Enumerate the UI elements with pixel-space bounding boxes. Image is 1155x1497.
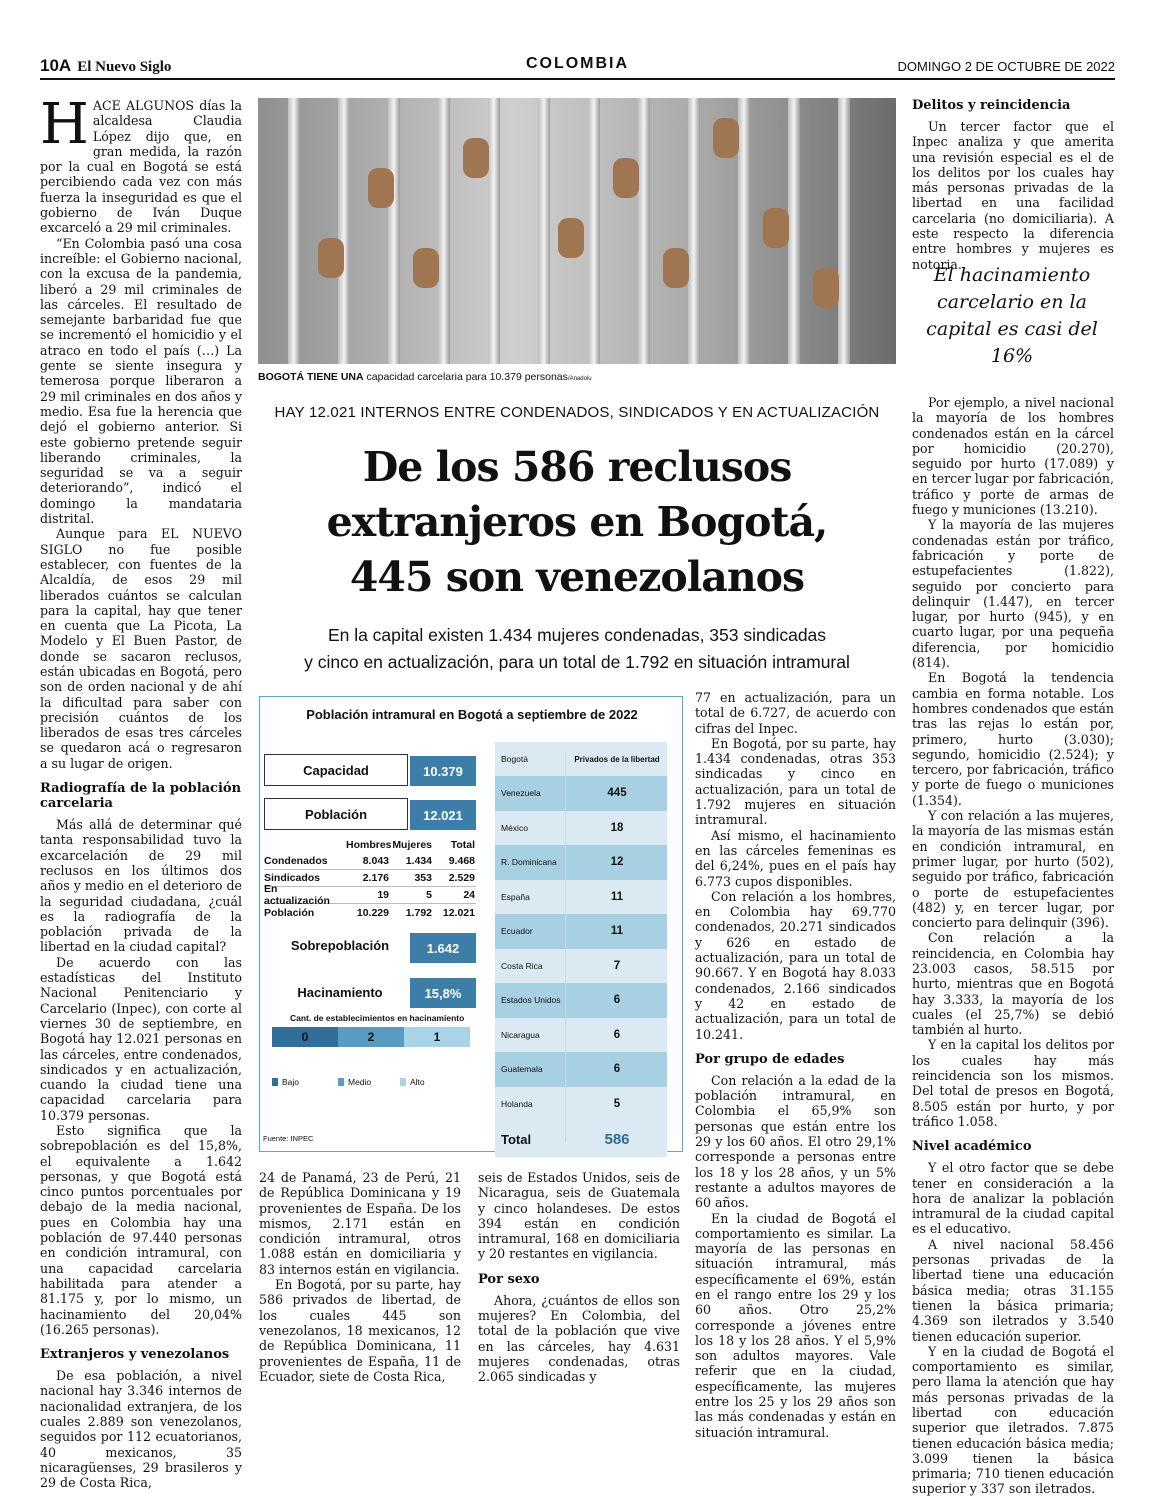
lead-paragraph	[40, 92, 242, 236]
paragraph: Con relación a la reincidencia, en Colombia hay 23.003 casos, 58.515 por hurto, mientras que en Bogotá hay 3.333, la mayoría de los cuales (el 25,7%) se debió también al hurto.	[912, 930, 1114, 1038]
poblacion-value: 12.021	[410, 800, 476, 830]
paragraph: Así mismo, el hacinamiento en las cárceles femeninas es del 6,24%, pues en el país hay 6.773 cupos disponibles.	[695, 827, 896, 889]
paragraph: En Bogotá, por su parte, hay 1.434 condenadas, otras 353 sindicadas y cinco en actualización, para un total de 1.792 mujeres en situación intramural.	[695, 735, 896, 828]
issue-date: DOMINGO 2 DE OCTUBRE DE 2022	[897, 59, 1115, 74]
segment-alto: 1	[404, 1027, 470, 1047]
headline	[258, 440, 896, 605]
col-total: Total	[450, 838, 475, 851]
paragraph: Y en la capital los delitos por los cuales hay más reincidencia son los mismos. Del total de presos en Bogotá, 8.505 están por hurto, y por tráfico 1.058.	[912, 1037, 1114, 1129]
paragraph: Y en la ciudad de Bogotá el comportamiento es similar, pero llama la atención que hay más personas privadas de la libertad con educación superior que iletrados. 7.875 tienen educación básica media; 3.099 tienen la básica primaria; 710 tienen educación superior y 337 son iletrados.	[912, 1343, 1114, 1497]
photo-credit: /Anadolu	[567, 376, 592, 382]
article-column-2	[259, 1170, 461, 1384]
paragraph: 77 en actualización, para un total de 6.727, de acuerdo con cifras del Inpec.	[695, 690, 896, 736]
subhead: Radiografía de la población carcelaria	[40, 781, 242, 812]
segment-medio: 2	[338, 1027, 404, 1047]
infographic-source: Fuente: INPEC	[263, 1134, 314, 1143]
sobrepoblacion-value: 1.642	[410, 933, 476, 963]
col-mujeres: Mujeres	[392, 838, 432, 851]
foreign-inmates-table	[495, 742, 667, 1147]
subhead: Nivel académico	[912, 1139, 1032, 1155]
paragraph: Y el otro factor que se debe tener en consideración a la hora de analizar la población intramural de la ciudad capital es el educativo.	[912, 1160, 1114, 1237]
prison-bars-photo	[258, 98, 896, 364]
table-row: México 18	[501, 821, 624, 834]
article-column-5-continued	[912, 395, 1114, 1497]
newspaper-name: El Nuevo Siglo	[77, 59, 172, 75]
article-column-1	[40, 92, 242, 1491]
article-column-4	[695, 690, 896, 1440]
infographic	[259, 696, 683, 1152]
paragraph: Por ejemplo, a nivel nacional la mayoría de los hombres condenados están en la cárcel por homicidio (20.270), seguido por hurto (17.089) y en tercer lugar por fabricación, tráfico y porte de armas de fuego y municiones (13.210).	[912, 395, 1114, 518]
paragraph: Aunque para EL NUEVO SIGLO no fue posible establecer, con fuentes de la Alcaldía, de esos 29 mil liberados cuántos se calculan para la capital, hay que tener en cuenta que La Picota, La Modelo y El Buen Pastor, de donde se sacaron reclusos, están ubicadas en Bogotá, pero son de orden nacional y de ahí la dificultad para saber con precisión cuántos de los liberados de esas tres cárceles se quedaron acá o regresaron a su lugar de origen.	[40, 526, 242, 771]
paragraph: seis de Estados Unidos, seis de Nicaragua, seis de Guatemala y cinco holandeses. De estos 394 están en condición intramural, 168 en domiciliaria y 20 restantes en vigilancia.	[478, 1170, 680, 1262]
paragraph: Un tercer factor que el Inpec analiza y que amerita una revisión especial es el de los delitos por los cuales hay más personas privadas de la libertad en una facilidad carcelaria (no domiciliaria). A este respecto la diferencia entre hombres y mujeres es notoria.	[912, 119, 1114, 272]
subhead: Delitos y reincidencia	[912, 98, 1071, 113]
paragraph: En Bogotá la tendencia cambia en forma notable. Los hombres condenados que están tras las rejas lo están por, primero, hurto (3.030); segundo, homicidio (2.524); y tercero, por fabricación, tráfico y porte de fuego o municiones (1.354).	[912, 670, 1114, 808]
deck-line: En la capital existen 1.434 mujeres condenadas, 353 sindicadas	[327, 625, 827, 645]
col-hombres: Hombres	[346, 838, 392, 851]
table-row: Venezuela 445	[495, 776, 667, 811]
table-row: Ecuador 11	[495, 914, 667, 949]
paragraph: De acuerdo con las estadísticas del Instituto Nacional Penitenciario y Carcelario (Inpec), con corte al viernes 30 de septiembre, en Bogotá hay 12.021 personas en las cárceles, entre condenados, sindicados y en actualización, cuando la ciudad tiene una capacidad carcelaria para 10.379 personas.	[40, 954, 242, 1123]
headline-line: extranjeros en Bogotá,	[326, 498, 828, 546]
legend-bajo: Bajo	[272, 1077, 299, 1087]
section-title: COLOMBIA	[525, 55, 630, 72]
capacidad-value: 10.379	[410, 756, 476, 786]
subhead: Extranjeros y venezolanos	[40, 1347, 230, 1363]
table-row: Costa Rica 7	[501, 959, 621, 972]
caption-lead: BOGOTÁ TIENE UNA	[258, 371, 364, 383]
article-column-5	[912, 98, 1114, 272]
paragraph: Y con relación a las mujeres, la mayoría de las mismas están en condición intramural, en primer lugar, por hurto (502), seguido por tráfico, fabricación o porte de estupefacientes (482) y, en tercer lugar, por concierto para delinquir (396).	[912, 808, 1114, 931]
paragraph: A nivel nacional 58.456 personas privadas de la libertad tiene una educación básica media; otras 31.155 tienen la básica primaria; 4.369 son iletrados y 3.540 tienen educación superior.	[912, 1236, 1114, 1344]
paragraph: De esa población, a nivel nacional hay 3.346 internos de nacionalidad extranjera, de los cuales 2.889 son venezolanos, seguidos por 112 ecuatorianos, 40 mexicanos, 35 nicaragüenses, 29 brasileros y 29 de Costa Rica,	[40, 1368, 242, 1491]
table-row: Nicaragua 6	[501, 1028, 621, 1041]
paragraph: 24 de Panamá, 23 de Perú, 21 de República Dominicana y 19 provenientes de España. De los mismos, 2.171 están en condición intramural, otros 1.088 están en domiciliaria y 83 internos están en vigilancia.	[259, 1170, 461, 1277]
header-rule	[40, 78, 1115, 80]
table-row: R. Dominicana 12	[495, 845, 667, 880]
paragraph: Esto significa que la sobrepoblación es del 15,8%, el equivalente a 1.642 personas, y que Bogotá está cinco puntos porcentuales por debajo de la media nacional, pues en Colombia hay una población de 97.440 personas en condición intramural, con una capacidad carcelaria habilitada para atender a 81.175 y, por lo mismo, un hacinamiento del 20,04% (16.265 personas).	[40, 1123, 242, 1337]
table-total-row: Total 586	[495, 1121, 667, 1157]
hacinamiento-value: 15,8%	[410, 978, 476, 1008]
table-row: Estados Unidos 6	[495, 983, 667, 1018]
legend-medio: Medio	[338, 1077, 371, 1087]
subhead: Por sexo	[478, 1271, 540, 1287]
deck-line: y cinco en actualización, para un total de 1.792 en situación intramural	[304, 652, 850, 672]
subhead: Por grupo de edades	[695, 1051, 845, 1067]
capacidad-label: Capacidad	[264, 754, 408, 786]
establecimientos-caption: Cant. de establecimientos en hacinamiento	[290, 1013, 465, 1023]
paragraph: En Bogotá, por su parte, hay 586 privados de libertad, de los cuales 445 son venezolanos, 18 mexicanos, 12 de República Dominicana, 11 provenientes de España, 11 de Ecuador, siete de Costa Rica,	[259, 1277, 461, 1384]
population-table	[264, 836, 476, 921]
sobrepoblacion-label: Sobrepoblación	[290, 938, 390, 953]
page-number: 10A	[40, 56, 72, 75]
paragraph: Con relación a los hombres, en Colombia hay 69.770 condenados, 20.271 sindicados y 626 en estado de actualización, para un total de 90.667. Y en Bogotá hay 8.033 condenados, 2.166 sindicados y 42 en estado de actualización, para un total de 10.241.	[695, 888, 896, 1042]
paragraph: Más allá de determinar qué tanta responsabilidad tuvo la excarcelación de 29 mil reclusos en los últimos dos años y medio en el deterioro de la seguridad ciudadana, ¿cuál es la radiografía de la población privada de la libertad en la ciudad capital?	[40, 817, 242, 955]
poblacion-label: Población	[264, 798, 408, 830]
paragraph: En la ciudad de Bogotá el comportamiento es similar. La mayoría de las personas en situación intramural, más específicamente el 69%, están en el rango entre los 29 y los 60 años. Otro 25,2% corresponde a jóvenes entre los 18 y los 28 años. Y el 5,9% son adultos mayores. Vale referir que en la ciudad, específicamente, las mujeres entre los 25 y los 29 años son las más condenadas y están en situación intramural.	[695, 1210, 896, 1440]
table-row: En actualización 19 5 24	[264, 883, 475, 907]
segment-bajo: 0	[272, 1027, 338, 1047]
hacinamiento-label: Hacinamiento	[297, 985, 383, 1000]
headline-line: De los 586 reclusos	[362, 443, 792, 491]
photo-caption	[258, 371, 592, 383]
table-header-row	[264, 836, 476, 853]
drop-cap: H	[40, 92, 89, 157]
headline-line: 445 son venezolanos	[349, 553, 805, 601]
paragraph: Con relación a la edad de la población intramural, en Colombia el 65,9% son personas que están entre los 29 y los 60 años. El otro 29,1% corresponde a personas entre los 18 y los 28 años, y un 5% restante a adultos mayores de 60 años.	[695, 1072, 896, 1211]
paragraph: “En Colombia pasó una cosa increíble: el Gobierno nacional, con la excusa de la pandemia, liberó a 29 mil criminales de las cárceles. El resultado de semejante barbaridad fue que se incrementó el homicidio y el atraco en todo el país (…) La gente se siente insegura y temerosa porque liberaron a 29 mil criminales en dos años y medio. Esa fue la herencia que dejó el gobierno anterior. Si este gobierno pretende seguir liberando criminales, la seguridad se va a seguir deteriorando”, indicó el domingo la mandataria distrital.	[40, 235, 242, 527]
article-column-3	[478, 1170, 680, 1385]
caption-text: capacidad carcelaria para 10.379 personas	[363, 371, 568, 383]
table-row: España 11	[501, 890, 624, 903]
table-row: Sindicados 2.176 353 2.529	[264, 870, 476, 887]
table-row: Guatemala 6	[495, 1052, 667, 1087]
infographic-title: Población intramural en Bogotá a septiembre de 2022	[306, 707, 638, 722]
paragraph: Y la mayoría de las mujeres condenadas están por tráfico, fabricación y porte de estupefacientes (1.822), seguido por concierto para delinquir (1.447), en tercer lugar, por hurto (945), y en cuarto lugar, por una pequeña diferencia, por homicidio (814).	[912, 517, 1114, 671]
kicker: HAY 12.021 INTERNOS ENTRE CONDENADOS, SINDICADOS Y EN ACTUALIZACIÓN	[274, 404, 880, 421]
deck	[258, 622, 896, 676]
table-row: Población 10.229 1.792 12.021	[264, 906, 475, 919]
pull-quote: El hacinamiento carcelario en la capital es casi del 16%	[926, 264, 1098, 367]
legend-alto: Alto	[400, 1077, 425, 1087]
paragraph: Ahora, ¿cuántos de ellos son mujeres? En Colombia, del total de la población que vive en las cárceles, hay 4.631 mujeres condenadas, otras 2.065 sindicadas y	[478, 1292, 680, 1385]
table-row: Condenados 8.043 1.434 9.468	[264, 853, 476, 870]
lead-text: ACE ALGUNOS días la alcaldesa Claudia López dijo que, en gran medida, la razón por la cual en Bogotá se está percibiendo cada vez con más fuerza la inseguridad es que el gobierno de Iván Duque excarceló a 29 mil criminales.	[40, 98, 242, 236]
table-row: Holanda 5	[501, 1097, 621, 1110]
table-header-row: Bogotá Privados de la libertad	[495, 742, 667, 776]
